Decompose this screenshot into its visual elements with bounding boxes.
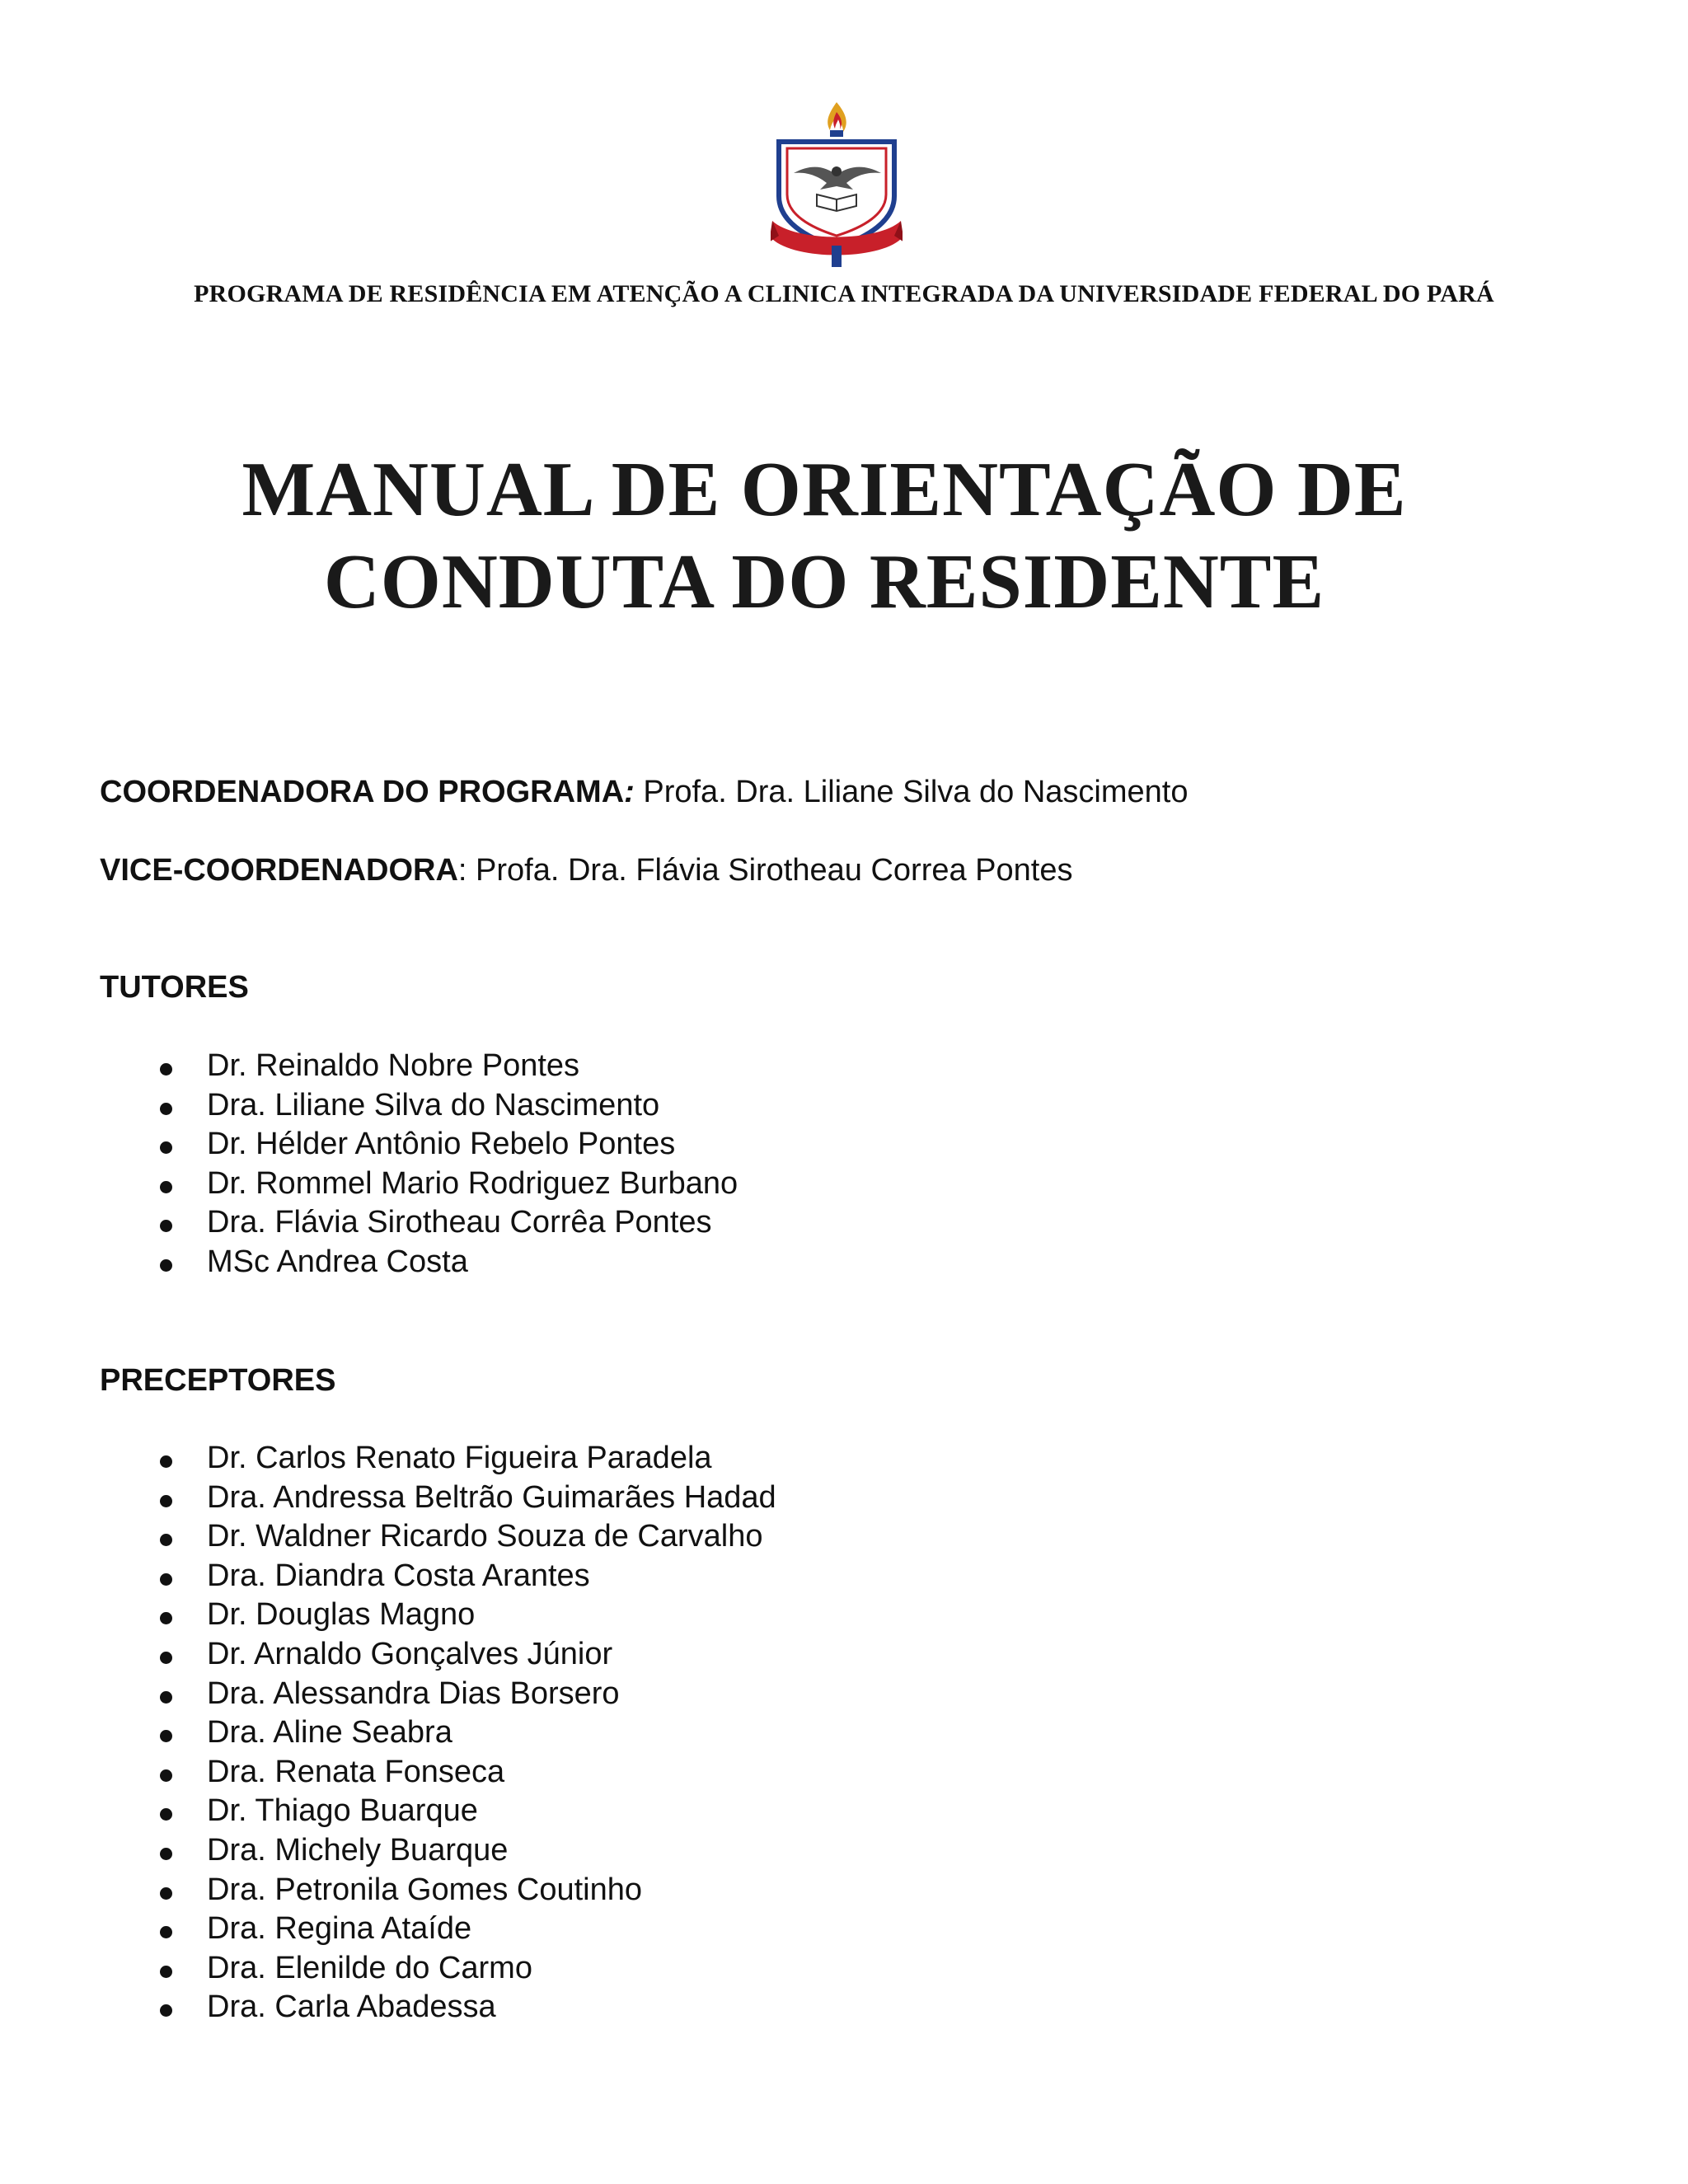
bullet-icon (160, 1691, 172, 1704)
bullet-icon (160, 1495, 172, 1507)
bullet-icon (160, 1848, 172, 1860)
tutores-heading: TUTORES (100, 970, 249, 1005)
tutor-name: Dr. Hélder Antônio Rebelo Pontes (207, 1127, 676, 1162)
bullet-icon (160, 2004, 172, 2017)
preceptor-name: Dr. Carlos Renato Figueira Paradela (207, 1441, 712, 1475)
manual-title-line-1: MANUAL DE ORIENTAÇÃO DE (241, 447, 1407, 532)
tutor-name: MSc Andrea Costa (207, 1244, 468, 1279)
preceptor-name: Dr. Douglas Magno (207, 1597, 476, 1633)
tutor-name: Dra. Liliane Silva do Nascimento (207, 1087, 660, 1122)
bullet-icon (160, 1259, 172, 1272)
bullet-icon (160, 1966, 172, 1978)
bullet-icon (160, 1063, 172, 1076)
preceptor-name: Dra. Petronila Gomes Coutinho (207, 1872, 643, 1907)
preceptor-name: Dra. Elenilde do Carmo (207, 1950, 532, 1985)
tutor-name: Dr. Reinaldo Nobre Pontes (207, 1048, 580, 1083)
coordinator-separator: : (624, 775, 635, 809)
vice-coordinator-separator: : (457, 853, 467, 888)
tutor-name: Dr. Rommel Mario Rodriguez Burbano (207, 1165, 738, 1201)
bullet-icon (160, 1652, 172, 1664)
bullet-icon (160, 1220, 172, 1232)
bullet-icon (160, 1141, 172, 1154)
preceptor-name: Dra. Michely Buarque (207, 1832, 509, 1868)
preceptor-name: Dr. Arnaldo Gonçalves Júnior (207, 1636, 613, 1671)
coordinator-name: Profa. Dra. Liliane Silva do Nascimento (634, 775, 1189, 809)
vice-coordinator-label: VICE-COORDENADORA (100, 853, 458, 888)
bullet-icon (160, 1730, 172, 1742)
preceptor-name: Dra. Alessandra Dias Borsero (207, 1675, 620, 1711)
bullet-icon (160, 1455, 172, 1468)
coordinator-label: COORDENADORA DO PROGRAMA (100, 775, 625, 809)
ufpa-seal-logo (771, 97, 903, 270)
preceptor-name: Dra. Renata Fonseca (207, 1754, 505, 1789)
preceptor-name: Dr. Waldner Ricardo Souza de Carvalho (207, 1519, 763, 1554)
bullet-icon (160, 1534, 172, 1546)
bullet-icon (160, 1103, 172, 1115)
tutor-name: Dra. Flávia Sirotheau Corrêa Pontes (207, 1205, 712, 1240)
preceptor-name: Dra. Aline Seabra (207, 1715, 452, 1750)
preceptor-name: Dra. Regina Ataíde (207, 1911, 472, 1947)
coordinator-line (100, 775, 1188, 810)
bullet-icon (160, 1181, 172, 1193)
preceptor-name: Dr. Thiago Buarque (207, 1793, 478, 1829)
bullet-icon (160, 1573, 172, 1586)
bullet-icon (160, 1769, 172, 1782)
vice-coordinator-name: Profa. Dra. Flávia Sirotheau Correa Pontes (467, 853, 1073, 888)
bullet-icon (160, 1612, 172, 1624)
preceptor-name: Dra. Andressa Beltrão Guimarães Hadad (207, 1479, 776, 1515)
bullet-icon (160, 1887, 172, 1900)
bullet-icon (160, 1808, 172, 1821)
manual-title (0, 443, 1648, 628)
preceptor-name: Dra. Diandra Costa Arantes (207, 1558, 590, 1593)
bullet-icon (160, 1926, 172, 1938)
manual-title-line-2: CONDUTA DO RESIDENTE (323, 539, 1325, 625)
vice-coordinator-line (100, 853, 1072, 888)
preceptor-name: Dra. Carla Abadessa (207, 1990, 496, 2025)
preceptores-heading: PRECEPTORES (100, 1363, 336, 1398)
program-name-header: PROGRAMA DE RESIDÊNCIA EM ATENÇÃO A CLINICA INTEGRADA DA UNIVERSIDADE FEDERAL DO PARÁ (194, 280, 1494, 307)
